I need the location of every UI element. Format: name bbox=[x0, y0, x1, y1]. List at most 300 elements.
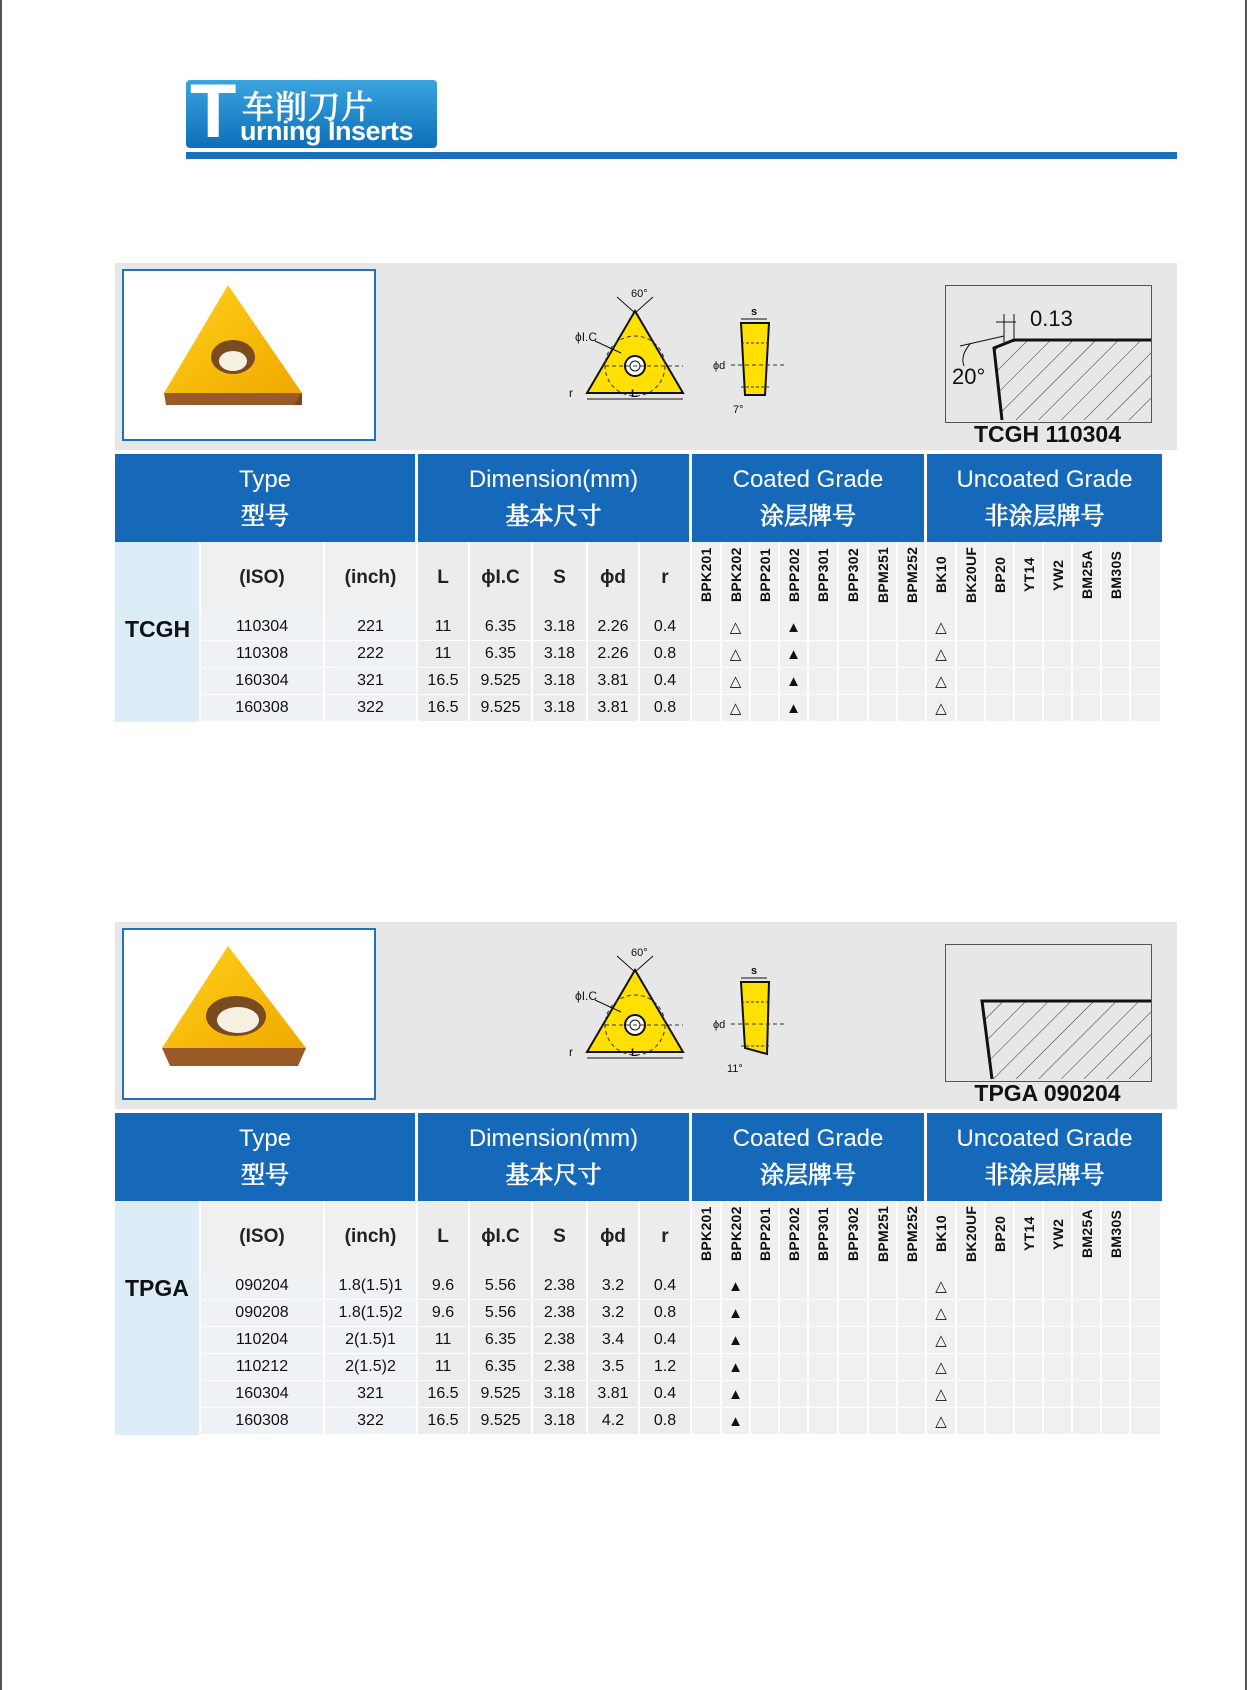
uncoated-grade-cell bbox=[957, 1354, 986, 1381]
coated-grade-cell bbox=[809, 1327, 839, 1354]
d-label: ϕd bbox=[713, 360, 726, 372]
type-header-cn: 型号 bbox=[241, 1161, 289, 1189]
d-cell: 3.81 bbox=[588, 1381, 640, 1408]
table-row bbox=[115, 614, 1162, 641]
grade-column-head: BM30S bbox=[1102, 1201, 1131, 1273]
ic-cell: 9.525 bbox=[470, 695, 533, 722]
grade-column-head: YT14 bbox=[1015, 1201, 1044, 1273]
d-cell: 3.81 bbox=[588, 695, 640, 722]
uncoated-grade-cell bbox=[1073, 1381, 1102, 1408]
coated-grade-cell: ▲ bbox=[722, 1300, 751, 1327]
coated-grade-cell: △ bbox=[722, 614, 751, 641]
coated-grade-cell bbox=[898, 1354, 927, 1381]
spacer-cell bbox=[1131, 695, 1162, 722]
uncoated-grade-cell bbox=[1102, 668, 1131, 695]
coated-grade-cell: ▲ bbox=[722, 1408, 751, 1435]
uncoated-grade-header bbox=[927, 1113, 1162, 1201]
uncoated-grade-cell bbox=[1015, 1354, 1044, 1381]
r-label: r bbox=[569, 386, 573, 400]
inch-cell: 2(1.5)1 bbox=[325, 1327, 418, 1354]
edge-profile-diagram bbox=[946, 945, 1151, 1081]
l-cell: 11 bbox=[418, 1354, 470, 1381]
uncoated-header-cn: 非涂层牌号 bbox=[984, 1161, 1105, 1189]
inch-cell: 1.8(1.5)1 bbox=[325, 1273, 418, 1300]
uncoated-grade-cell bbox=[1102, 1408, 1131, 1435]
uncoated-grade-cell bbox=[1044, 668, 1073, 695]
r-cell: 0.8 bbox=[640, 1300, 692, 1327]
grade-column-head: BPP202 bbox=[780, 1201, 809, 1273]
s-label: s bbox=[751, 965, 758, 977]
uncoated-grade-cell bbox=[986, 668, 1015, 695]
s-column-head: S bbox=[533, 1201, 588, 1273]
coated-grade-cell bbox=[869, 641, 898, 668]
s-column-head: S bbox=[533, 542, 588, 614]
coated-grade-cell: ▲ bbox=[722, 1327, 751, 1354]
coated-header-cn: 涂层牌号 bbox=[760, 1161, 856, 1189]
coated-grade-cell bbox=[809, 1408, 839, 1435]
uncoated-grade-cell: △ bbox=[927, 1381, 957, 1408]
iso-cell: 110212 bbox=[201, 1354, 325, 1381]
grade-column-head: BPP201 bbox=[751, 542, 780, 614]
uncoated-grade-cell bbox=[1015, 1327, 1044, 1354]
inch-cell: 321 bbox=[325, 668, 418, 695]
uncoated-grade-cell bbox=[1102, 1354, 1131, 1381]
coated-grade-cell bbox=[809, 1381, 839, 1408]
uncoated-grade-cell: △ bbox=[927, 1354, 957, 1381]
uncoated-grade-cell bbox=[1102, 614, 1131, 641]
iso-cell: 160304 bbox=[201, 1381, 325, 1408]
dimension-header-en: Dimension(mm) bbox=[468, 466, 639, 493]
uncoated-grade-cell bbox=[957, 641, 986, 668]
page-border-left bbox=[0, 0, 2, 1690]
model-code: TPGA bbox=[115, 1273, 201, 1435]
iso-cell: 090204 bbox=[201, 1273, 325, 1300]
spacer-cell bbox=[1131, 1408, 1162, 1435]
iso-cell: 110204 bbox=[201, 1327, 325, 1354]
spacer-cell bbox=[1131, 1273, 1162, 1300]
grade-column-head: BPM252 bbox=[898, 1201, 927, 1273]
edge-profile-box bbox=[945, 944, 1152, 1082]
l-column-head: L bbox=[418, 542, 470, 614]
grade-column-head: BPK201 bbox=[692, 1201, 722, 1273]
r-cell: 1.2 bbox=[640, 1354, 692, 1381]
coated-grade-cell bbox=[809, 668, 839, 695]
uncoated-grade-cell bbox=[1073, 1327, 1102, 1354]
uncoated-grade-cell bbox=[1044, 1300, 1073, 1327]
grade-column-head: BK20UF bbox=[957, 1201, 986, 1273]
coated-grade-cell bbox=[751, 641, 780, 668]
uncoated-grade-cell bbox=[1015, 614, 1044, 641]
iso-cell: 160308 bbox=[201, 695, 325, 722]
iso-column-head: (ISO) bbox=[201, 542, 325, 614]
coated-grade-cell bbox=[839, 614, 869, 641]
uncoated-grade-cell bbox=[957, 1408, 986, 1435]
logo-letter: T bbox=[190, 80, 237, 148]
spacer-cell bbox=[1131, 668, 1162, 695]
coated-grade-cell bbox=[692, 614, 722, 641]
dimension-header bbox=[418, 454, 692, 542]
model-code: TCGH bbox=[115, 614, 201, 722]
d-cell: 3.2 bbox=[588, 1273, 640, 1300]
grade-column-head bbox=[1131, 542, 1162, 614]
coated-grade-cell: △ bbox=[722, 641, 751, 668]
tpga-spec-table bbox=[115, 1113, 1162, 1435]
table-row bbox=[115, 1273, 1162, 1300]
dimension-header-en: Dimension(mm) bbox=[468, 1125, 639, 1152]
spacer-cell bbox=[1131, 614, 1162, 641]
l-cell: 11 bbox=[418, 1327, 470, 1354]
coated-grade-cell bbox=[839, 1327, 869, 1354]
coated-grade-cell bbox=[780, 1408, 809, 1435]
r-cell: 0.4 bbox=[640, 1327, 692, 1354]
l-label: L bbox=[631, 1047, 638, 1059]
coated-grade-cell bbox=[780, 1381, 809, 1408]
coated-grade-cell bbox=[692, 1354, 722, 1381]
spacer-cell bbox=[1131, 641, 1162, 668]
iso-cell: 160304 bbox=[201, 668, 325, 695]
uncoated-grade-cell bbox=[1073, 1354, 1102, 1381]
logo-title-cn: 车削刀片 bbox=[242, 88, 375, 126]
coated-grade-cell bbox=[809, 641, 839, 668]
uncoated-grade-cell bbox=[1073, 695, 1102, 722]
uncoated-grade-cell: △ bbox=[927, 695, 957, 722]
ic-cell: 6.35 bbox=[470, 641, 533, 668]
uncoated-grade-cell bbox=[1073, 1300, 1102, 1327]
uncoated-grade-cell bbox=[1102, 1273, 1131, 1300]
coated-grade-cell bbox=[839, 668, 869, 695]
coated-grade-cell bbox=[809, 614, 839, 641]
coated-grade-cell bbox=[751, 1327, 780, 1354]
table-row bbox=[115, 695, 1162, 722]
s-cell: 3.18 bbox=[533, 614, 588, 641]
grade-column-head: BPM252 bbox=[898, 542, 927, 614]
inch-column-head: (inch) bbox=[325, 1201, 418, 1273]
coated-grade-cell bbox=[898, 1327, 927, 1354]
turning-inserts-logo bbox=[186, 80, 437, 148]
r-cell: 0.8 bbox=[640, 641, 692, 668]
grade-column-head: BK20UF bbox=[957, 542, 986, 614]
coated-grade-cell bbox=[692, 1381, 722, 1408]
s-cell: 3.18 bbox=[533, 1381, 588, 1408]
coated-grade-cell: ▲ bbox=[780, 695, 809, 722]
coated-grade-cell: △ bbox=[722, 668, 751, 695]
spacer-cell bbox=[1131, 1381, 1162, 1408]
uncoated-grade-cell bbox=[1044, 614, 1073, 641]
coated-grade-cell bbox=[692, 668, 722, 695]
inch-cell: 2(1.5)2 bbox=[325, 1354, 418, 1381]
coated-header-en: Coated Grade bbox=[732, 1125, 884, 1152]
sub-header-row bbox=[115, 542, 1162, 614]
figure-band bbox=[115, 263, 1177, 450]
type-header-en: Type bbox=[238, 1125, 292, 1152]
uncoated-grade-cell bbox=[986, 1381, 1015, 1408]
coated-grade-cell bbox=[780, 1300, 809, 1327]
coated-grade-header bbox=[692, 1113, 927, 1201]
ic-cell: 5.56 bbox=[470, 1300, 533, 1327]
uncoated-grade-cell bbox=[1015, 668, 1044, 695]
grade-column-head: BPP301 bbox=[809, 1201, 839, 1273]
coated-grade-cell bbox=[898, 1273, 927, 1300]
uncoated-grade-cell bbox=[1073, 1273, 1102, 1300]
uncoated-grade-cell bbox=[1015, 1273, 1044, 1300]
profile-label: TPGA 090204 bbox=[974, 1080, 1121, 1106]
r-label: r bbox=[569, 1045, 573, 1059]
type-header-cn: 型号 bbox=[241, 502, 289, 530]
uncoated-grade-cell bbox=[957, 614, 986, 641]
d-cell: 2.26 bbox=[588, 641, 640, 668]
ic-cell: 6.35 bbox=[470, 1327, 533, 1354]
ic-cell: 9.525 bbox=[470, 1381, 533, 1408]
grade-column-head: YT14 bbox=[1015, 542, 1044, 614]
uncoated-grade-cell bbox=[957, 668, 986, 695]
coated-grade-cell bbox=[692, 1408, 722, 1435]
ic-cell: 9.525 bbox=[470, 668, 533, 695]
uncoated-grade-cell bbox=[1073, 614, 1102, 641]
inch-cell: 322 bbox=[325, 1408, 418, 1435]
grade-column-head: BPK202 bbox=[722, 542, 751, 614]
uncoated-grade-cell bbox=[986, 1300, 1015, 1327]
grade-column-head: BPM251 bbox=[869, 1201, 898, 1273]
s-cell: 3.18 bbox=[533, 668, 588, 695]
uncoated-grade-cell bbox=[1015, 1381, 1044, 1408]
grade-column-head: BM25A bbox=[1073, 542, 1102, 614]
uncoated-grade-cell bbox=[1073, 668, 1102, 695]
coated-grade-cell bbox=[751, 1381, 780, 1408]
r-cell: 0.8 bbox=[640, 695, 692, 722]
coated-grade-cell bbox=[839, 1300, 869, 1327]
table-row bbox=[115, 1408, 1162, 1435]
table-row bbox=[115, 668, 1162, 695]
coated-grade-cell bbox=[809, 695, 839, 722]
uncoated-grade-cell bbox=[1044, 1273, 1073, 1300]
coated-grade-cell bbox=[751, 1273, 780, 1300]
coated-grade-cell bbox=[780, 1354, 809, 1381]
ic-cell: 6.35 bbox=[470, 1354, 533, 1381]
coated-grade-cell bbox=[751, 695, 780, 722]
coated-grade-cell: ▲ bbox=[780, 668, 809, 695]
uncoated-grade-cell: △ bbox=[927, 614, 957, 641]
insert-geometry-diagram bbox=[555, 283, 885, 433]
uncoated-grade-cell bbox=[957, 1327, 986, 1354]
ic-label: ϕI.C bbox=[575, 330, 598, 344]
coated-grade-cell bbox=[839, 1381, 869, 1408]
coated-grade-cell bbox=[898, 1300, 927, 1327]
uncoated-header-en: Uncoated Grade bbox=[956, 1125, 1133, 1152]
uncoated-grade-cell bbox=[1044, 641, 1073, 668]
l-cell: 11 bbox=[418, 614, 470, 641]
grade-column-head: YW2 bbox=[1044, 1201, 1073, 1273]
iso-column-head: (ISO) bbox=[201, 1201, 325, 1273]
coated-grade-cell: ▲ bbox=[780, 614, 809, 641]
table-row bbox=[115, 1381, 1162, 1408]
coated-grade-cell bbox=[692, 641, 722, 668]
uncoated-grade-cell bbox=[986, 1327, 1015, 1354]
uncoated-grade-cell bbox=[986, 641, 1015, 668]
spacer-cell bbox=[1131, 1354, 1162, 1381]
coated-grade-cell bbox=[751, 1354, 780, 1381]
uncoated-grade-cell bbox=[1102, 1327, 1131, 1354]
uncoated-grade-cell bbox=[1044, 695, 1073, 722]
uncoated-grade-cell: △ bbox=[927, 1300, 957, 1327]
coated-grade-cell bbox=[898, 668, 927, 695]
edge-profile-diagram bbox=[946, 286, 1151, 422]
uncoated-grade-cell bbox=[1015, 1300, 1044, 1327]
r-cell: 0.4 bbox=[640, 1381, 692, 1408]
grade-column-head: BPK201 bbox=[692, 542, 722, 614]
land-width-label: 0.13 bbox=[1030, 306, 1073, 331]
coated-grade-cell: ▲ bbox=[780, 641, 809, 668]
coated-grade-cell bbox=[692, 1300, 722, 1327]
coated-grade-cell bbox=[869, 1327, 898, 1354]
model-column-head bbox=[115, 542, 201, 614]
l-cell: 11 bbox=[418, 641, 470, 668]
iso-cell: 110308 bbox=[201, 641, 325, 668]
l-cell: 16.5 bbox=[418, 695, 470, 722]
coated-grade-cell bbox=[692, 1273, 722, 1300]
type-header bbox=[115, 454, 418, 542]
uncoated-grade-cell bbox=[1073, 1408, 1102, 1435]
coated-grade-cell bbox=[898, 1408, 927, 1435]
s-cell: 2.38 bbox=[533, 1354, 588, 1381]
edge-profile-box bbox=[945, 285, 1152, 423]
coated-grade-cell bbox=[898, 1381, 927, 1408]
grade-column-head: BPP202 bbox=[780, 542, 809, 614]
s-cell: 2.38 bbox=[533, 1273, 588, 1300]
s-cell: 3.18 bbox=[533, 1408, 588, 1435]
coated-grade-cell bbox=[809, 1273, 839, 1300]
coated-grade-cell bbox=[839, 641, 869, 668]
insert-image bbox=[124, 930, 374, 1098]
r-column-head: r bbox=[640, 1201, 692, 1273]
uncoated-grade-cell: △ bbox=[927, 1327, 957, 1354]
s-label: s bbox=[751, 306, 758, 318]
coated-grade-cell bbox=[751, 614, 780, 641]
iso-cell: 160308 bbox=[201, 1408, 325, 1435]
coated-grade-cell bbox=[751, 1300, 780, 1327]
uncoated-grade-cell: △ bbox=[927, 1408, 957, 1435]
uncoated-grade-cell: △ bbox=[927, 668, 957, 695]
coated-grade-cell bbox=[869, 1408, 898, 1435]
dimension-header-cn: 基本尺寸 bbox=[505, 1161, 602, 1189]
coated-header-en: Coated Grade bbox=[732, 466, 884, 493]
angle-label: 60° bbox=[631, 288, 648, 300]
uncoated-grade-cell bbox=[1102, 1381, 1131, 1408]
l-cell: 16.5 bbox=[418, 1381, 470, 1408]
ic-label: ϕI.C bbox=[575, 989, 598, 1003]
grade-column-head: BP20 bbox=[986, 542, 1015, 614]
d-cell: 3.2 bbox=[588, 1300, 640, 1327]
inch-cell: 221 bbox=[325, 614, 418, 641]
ic-cell: 9.525 bbox=[470, 1408, 533, 1435]
grade-column-head: BP20 bbox=[986, 1201, 1015, 1273]
coated-grade-cell: ▲ bbox=[722, 1381, 751, 1408]
coated-grade-cell bbox=[809, 1300, 839, 1327]
uncoated-grade-cell bbox=[986, 1273, 1015, 1300]
figure-band bbox=[115, 922, 1177, 1109]
coated-grade-cell bbox=[839, 1354, 869, 1381]
sub-header-row bbox=[115, 1201, 1162, 1273]
uncoated-grade-cell bbox=[1102, 1300, 1131, 1327]
grade-column-head: BPP302 bbox=[839, 1201, 869, 1273]
uncoated-header-cn: 非涂层牌号 bbox=[984, 502, 1105, 530]
r-cell: 0.4 bbox=[640, 1273, 692, 1300]
d-cell: 4.2 bbox=[588, 1408, 640, 1435]
ic-column-head: ϕI.C bbox=[470, 542, 533, 614]
iso-cell: 110304 bbox=[201, 614, 325, 641]
uncoated-grade-cell bbox=[1015, 641, 1044, 668]
d-cell: 2.26 bbox=[588, 614, 640, 641]
insert-photo bbox=[122, 928, 376, 1100]
grade-column-head: BK10 bbox=[927, 1201, 957, 1273]
l-label: L bbox=[631, 388, 638, 400]
uncoated-grade-cell bbox=[986, 1408, 1015, 1435]
uncoated-grade-cell bbox=[1044, 1408, 1073, 1435]
inch-cell: 222 bbox=[325, 641, 418, 668]
grade-column-head: BM25A bbox=[1073, 1201, 1102, 1273]
coated-grade-cell bbox=[869, 1300, 898, 1327]
type-header-en: Type bbox=[238, 466, 292, 493]
table-row bbox=[115, 1300, 1162, 1327]
l-column-head: L bbox=[418, 1201, 470, 1273]
uncoated-grade-cell bbox=[1044, 1327, 1073, 1354]
uncoated-grade-cell: △ bbox=[927, 1273, 957, 1300]
profile-label: TCGH 110304 bbox=[973, 421, 1122, 447]
table-row bbox=[115, 641, 1162, 668]
coated-grade-cell bbox=[898, 641, 927, 668]
uncoated-grade-cell bbox=[957, 1273, 986, 1300]
s-cell: 3.18 bbox=[533, 695, 588, 722]
coated-grade-cell bbox=[809, 1354, 839, 1381]
coated-header-cn: 涂层牌号 bbox=[760, 502, 856, 530]
uncoated-grade-cell bbox=[1044, 1354, 1073, 1381]
clearance-label: 7° bbox=[733, 404, 744, 416]
clearance-label: 11° bbox=[727, 1063, 743, 1075]
l-cell: 16.5 bbox=[418, 1408, 470, 1435]
grade-column-head: BPP302 bbox=[839, 542, 869, 614]
grade-column-head: BM30S bbox=[1102, 542, 1131, 614]
spacer-cell bbox=[1131, 1300, 1162, 1327]
grade-column-head: BPP201 bbox=[751, 1201, 780, 1273]
l-cell: 9.6 bbox=[418, 1300, 470, 1327]
inch-cell: 321 bbox=[325, 1381, 418, 1408]
coated-grade-cell bbox=[751, 1408, 780, 1435]
uncoated-grade-cell bbox=[1015, 695, 1044, 722]
coated-grade-cell bbox=[780, 1327, 809, 1354]
header-rule bbox=[186, 152, 1177, 159]
ic-cell: 5.56 bbox=[470, 1273, 533, 1300]
uncoated-grade-cell bbox=[986, 1354, 1015, 1381]
uncoated-grade-cell bbox=[1102, 641, 1131, 668]
coated-grade-cell bbox=[692, 695, 722, 722]
r-cell: 0.8 bbox=[640, 1408, 692, 1435]
uncoated-grade-cell bbox=[957, 695, 986, 722]
rake-angle-label: 20° bbox=[952, 364, 986, 389]
coated-grade-cell bbox=[869, 1273, 898, 1300]
r-cell: 0.4 bbox=[640, 668, 692, 695]
d-column-head: ϕd bbox=[588, 542, 640, 614]
uncoated-grade-cell bbox=[1015, 1408, 1044, 1435]
coated-grade-cell bbox=[751, 668, 780, 695]
coated-grade-cell bbox=[839, 695, 869, 722]
coated-grade-cell bbox=[869, 695, 898, 722]
grade-column-head: BK10 bbox=[927, 542, 957, 614]
ic-cell: 6.35 bbox=[470, 614, 533, 641]
grade-column-head: BPK202 bbox=[722, 1201, 751, 1273]
uncoated-grade-cell bbox=[986, 695, 1015, 722]
uncoated-grade-header bbox=[927, 454, 1162, 542]
l-cell: 9.6 bbox=[418, 1273, 470, 1300]
inch-column-head: (inch) bbox=[325, 542, 418, 614]
